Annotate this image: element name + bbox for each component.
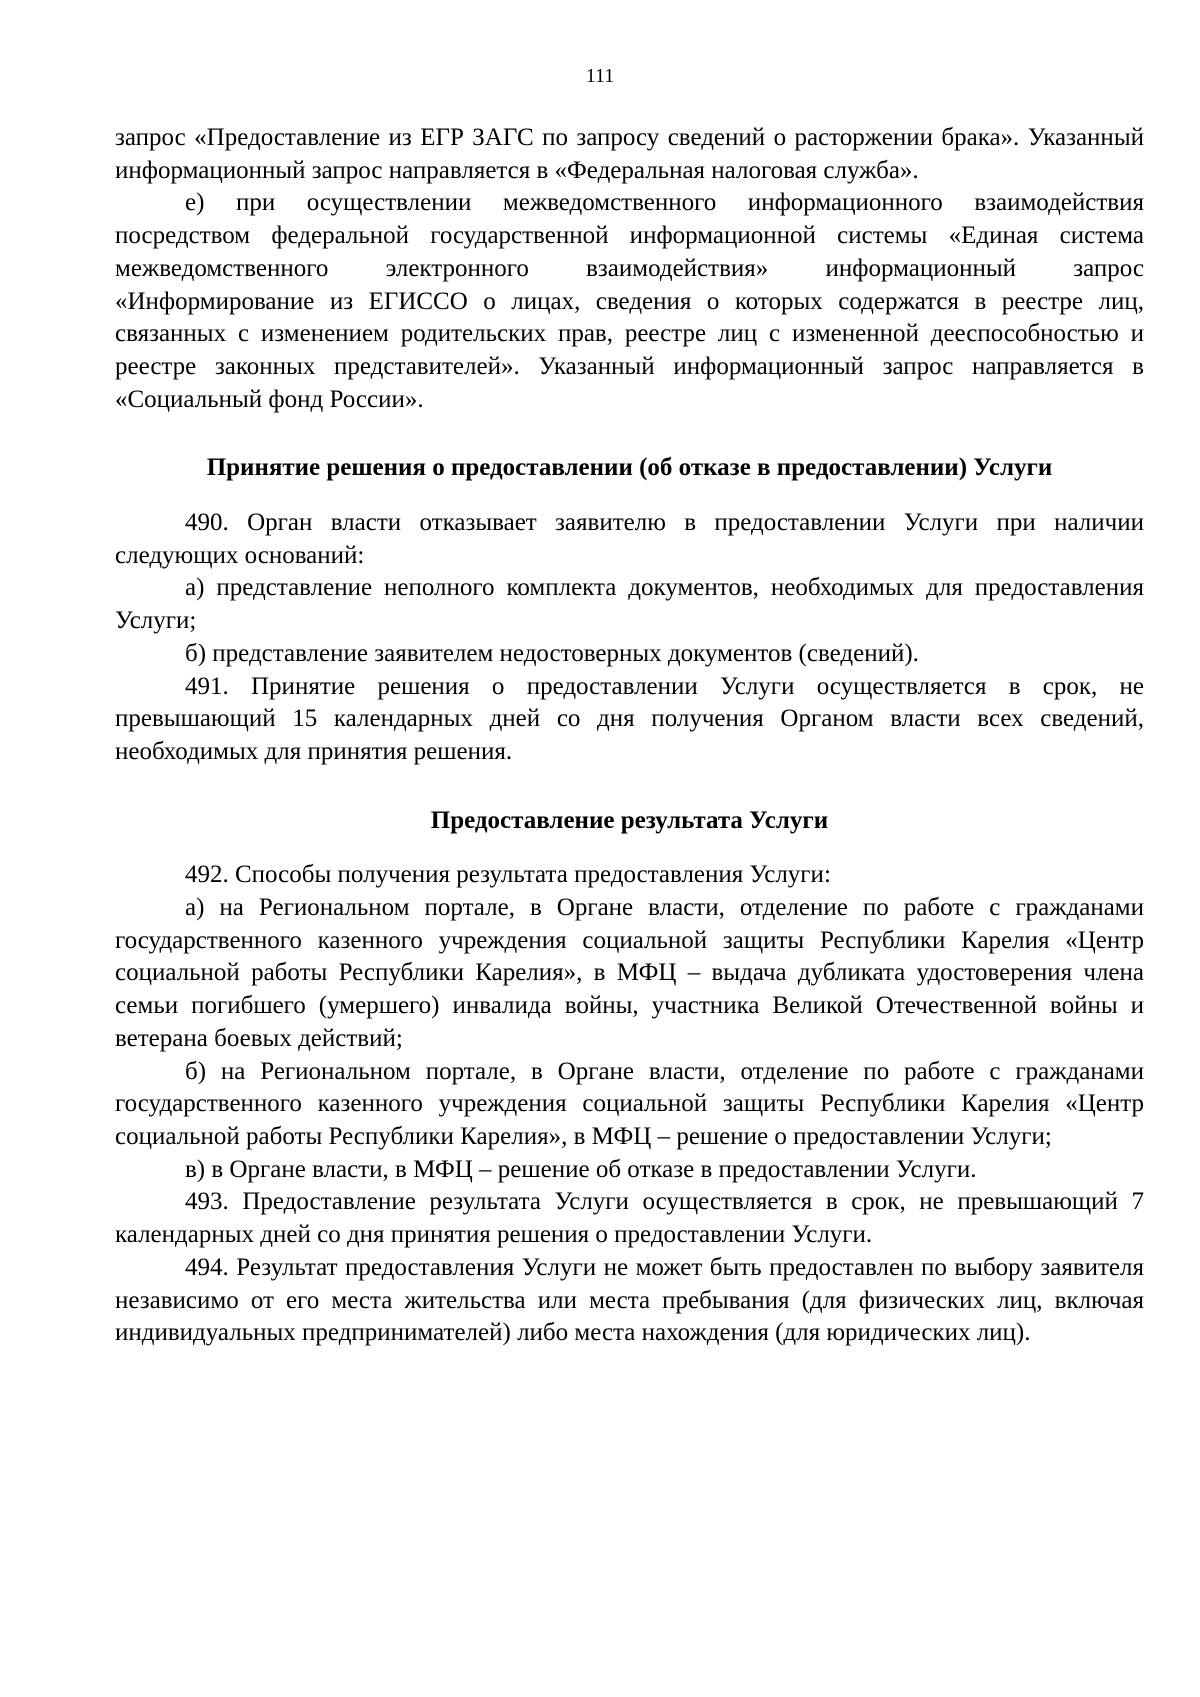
- paragraph-492-a: а) на Региональном портале, в Органе власти, отделение по работе с гражданами государственного казенного учреждения социальной защиты Республики Карелия «Центр социальной работы Республики Карелия», в МФЦ – выдача дубликата удостоверения члена семьи погибшего (умершего) инвалида войны, участника Великой Отечественной войны и ветерана боевых действий;: [115, 894, 1144, 1052]
- paragraph-item-e: е) при осуществлении межведомственного информационного взаимодействия посредством федеральной государственной информационной системы «Единая система межведомственного электронного взаимодействия» информационный запрос «Информирование из ЕГИССО о лицах, сведения о которых содержатся в реестре лиц, связанных с изменением родительских прав, реестре лиц с измененной дееспособностью и реестре законных представителей». Указанный информационный запрос направляется в «Социальный фонд России».: [115, 189, 1144, 413]
- spacer: [115, 416, 1144, 452]
- page-number: 111: [585, 65, 615, 87]
- paragraph-continuation: запрос «Предоставление из ЕГР ЗАГС по запросу сведений о расторжении брака». Указанный информационный запрос направляется в «Федеральная налоговая служба».: [115, 124, 1144, 184]
- paragraph-490: 490. Орган власти отказывает заявителю в предоставлении Услуги при наличии следующих оснований:: [115, 509, 1144, 569]
- paragraph-494: 494. Результат предоставления Услуги не может быть предоставлен по выбору заявителя независимо от его места жительства или места пребывания (для физических лиц, включая индивидуальных предпринимателей) либо места нахождения (для юридических лиц).: [115, 1253, 1144, 1347]
- paragraph-491: 491. Принятие решения о предоставлении Услуги осуществляется в срок, не превышающий 15 календарных дней со дня получения Органом власти всех сведений, необходимых для принятия решения.: [115, 672, 1144, 765]
- section-heading-decision: Принятие решения о предоставлении (об отказе в предоставлении) Услуги: [206, 454, 1053, 482]
- paragraph-492-c: в) в Органе власти, в МФЦ – решение об отказе в предоставлении Услуги.: [185, 1155, 977, 1183]
- spacer: [115, 837, 1144, 859]
- section-heading-result: Предоставление результата Услуги: [430, 806, 829, 834]
- paragraph-490-b: б) представление заявителем недостоверных документов (сведений).: [185, 639, 919, 667]
- paragraph-493: 493. Предоставление результата Услуги осуществляется в срок, не превышающий 7 календарных дней со дня принятия решения о предоставлении Услуги.: [115, 1188, 1144, 1249]
- spacer: [115, 485, 1144, 507]
- paragraph-492: 492. Способы получения результата предоставления Услуги:: [185, 861, 831, 889]
- paragraph-492-b: б) на Региональном портале, в Органе власти, отделение по работе с гражданами государственного казенного учреждения социальной защиты Республики Карелия «Центр социальной работы Республики Карелия», в МФЦ – решение о предоставлении Услуги;: [115, 1057, 1144, 1150]
- spacer: [115, 769, 1144, 805]
- document-body: [115, 122, 1144, 1350]
- paragraph-490-a: а) представление неполного комплекта документов, необходимых для предоставления Услуги;: [115, 574, 1144, 635]
